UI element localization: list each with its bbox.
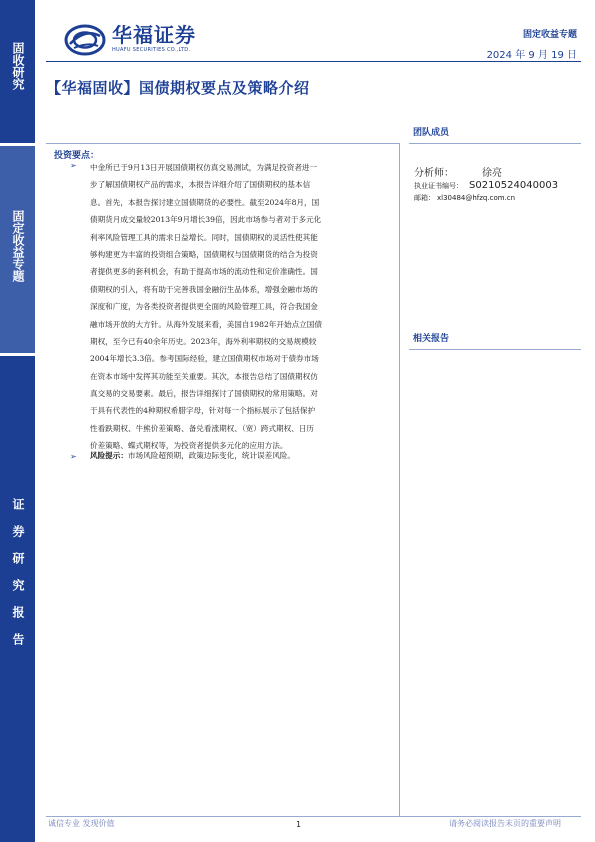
body-text-line: 2004年增长3.3倍。参考国际经验，建立国债期权市场对于债券市场 [90, 354, 319, 364]
analyst-label: 分析师： [414, 168, 454, 179]
header-divider [46, 61, 581, 62]
logo-english-name: HUAFU SECURITIES CO.,LTD. [112, 47, 191, 53]
body-text-line: 性看跌期权、牛熊价差策略、备兑看涨期权、（宽）跨式期权、日历 [90, 423, 315, 433]
analyst-email-link[interactable]: xl30484@hfzq.com.cn [437, 194, 516, 202]
analyst-name: 徐亮 [482, 168, 502, 179]
sidebar-label-topic: 固定收益专题 [11, 210, 25, 282]
sidebar-label-research: 固收研究 [11, 42, 25, 90]
logo-chinese-name: 华福证券 [112, 23, 196, 47]
body-text-line: 融市场开放的大方针。从海外发展来看，美国自1982年开始点立国债 [90, 319, 322, 329]
body-text-line: 者提供更多的套利机会，有助于提高市场的流动性和定价准确性。国 [90, 267, 318, 277]
body-text-line: 步了解国债期权产品的需求，本报告详细介绍了国债期权的基本信 [90, 180, 311, 190]
body-text-line: 够构建更为丰富的投资组合策略，国债期权与国债期货的结合为投资 [90, 249, 318, 259]
team-heading: 团队成员 [409, 122, 581, 144]
body-text-line: 于具有代表性的4种期权希腊字母，针对每一个指标展示了包括保护 [90, 406, 316, 416]
investment-body-text [90, 159, 392, 455]
company-logo [64, 24, 196, 56]
report-title: 【华福固收】国债期权要点及策略介绍 [46, 79, 310, 97]
risk-text: 市场风险超预期，政策边际变化，统计误差风险。 [127, 451, 296, 460]
team-section [409, 122, 581, 144]
body-text-line: 真交易的交易要素。最后，报告详细探讨了国债期权的常用策略。对 [90, 389, 318, 399]
risk-label: 风险提示： [90, 451, 128, 460]
body-text-line: 期权，至今已有40余年历史。2023年，海外利率期权的交易规模较 [90, 336, 317, 346]
related-reports-section [409, 328, 581, 350]
bullet-arrow-icon: ➢ [70, 452, 77, 461]
email-label: 邮箱： [414, 194, 435, 202]
left-sidebar [0, 0, 35, 842]
header-meta [487, 27, 577, 61]
investment-highlights-heading: 投资要点： [54, 151, 100, 161]
bullet-arrow-icon: ➢ [70, 161, 77, 170]
license-number: S0210524040003 [469, 180, 559, 191]
related-reports-heading: 相关报告 [409, 328, 581, 350]
sidebar-section-topic [0, 146, 35, 353]
huafu-logo-icon [64, 24, 106, 56]
body-text-line: 利率风险管理工具的需求日益增长。同时，国债期权的灵活性使其能 [90, 232, 318, 242]
footer-slogan: 诚信专业 发现价值 [48, 819, 115, 828]
body-text-line: 价差策略、蝶式期权等，为投资者提供多元化的应用方法。 [90, 441, 288, 451]
report-category: 固定收益专题 [522, 30, 577, 40]
report-date: 2024 年 9 月 19 日 [486, 50, 577, 61]
body-text-line: 债期货月成交量较2013年9月增长39倍，因此市场参与者对于多元化 [90, 215, 322, 225]
analyst-info [414, 164, 584, 203]
body-text-line: 深度和广度，为各类投资者提供更全面的风险管理工具，符合我国金 [90, 302, 318, 312]
sidebar-section-research [0, 0, 35, 143]
body-text-line: 中金所已于9月13日开展国债期权仿真交易测试，为满足投资者进一 [90, 163, 318, 172]
sidebar-label-report: 证券研究报告 [11, 498, 25, 660]
sidebar-section-report [0, 356, 35, 842]
footer-divider [46, 816, 581, 817]
footer-disclaimer: 请务必阅读报告末页的重要声明 [449, 819, 561, 828]
page-number: 1 [296, 820, 302, 829]
license-label: 执业证书编号： [414, 182, 463, 190]
body-text-line: 债期权的引入，将有助于完善我国金融衍生品体系，增强金融市场的 [90, 284, 318, 294]
body-text-line: 息。首先，本报告探讨建立国债期货的必要性。截至2024年8月，国 [90, 197, 320, 207]
risk-warning [90, 450, 295, 461]
body-text-line: 在资本市场中发挥其功能至关重要。其次，本报告总结了国债期权仿 [90, 371, 318, 381]
